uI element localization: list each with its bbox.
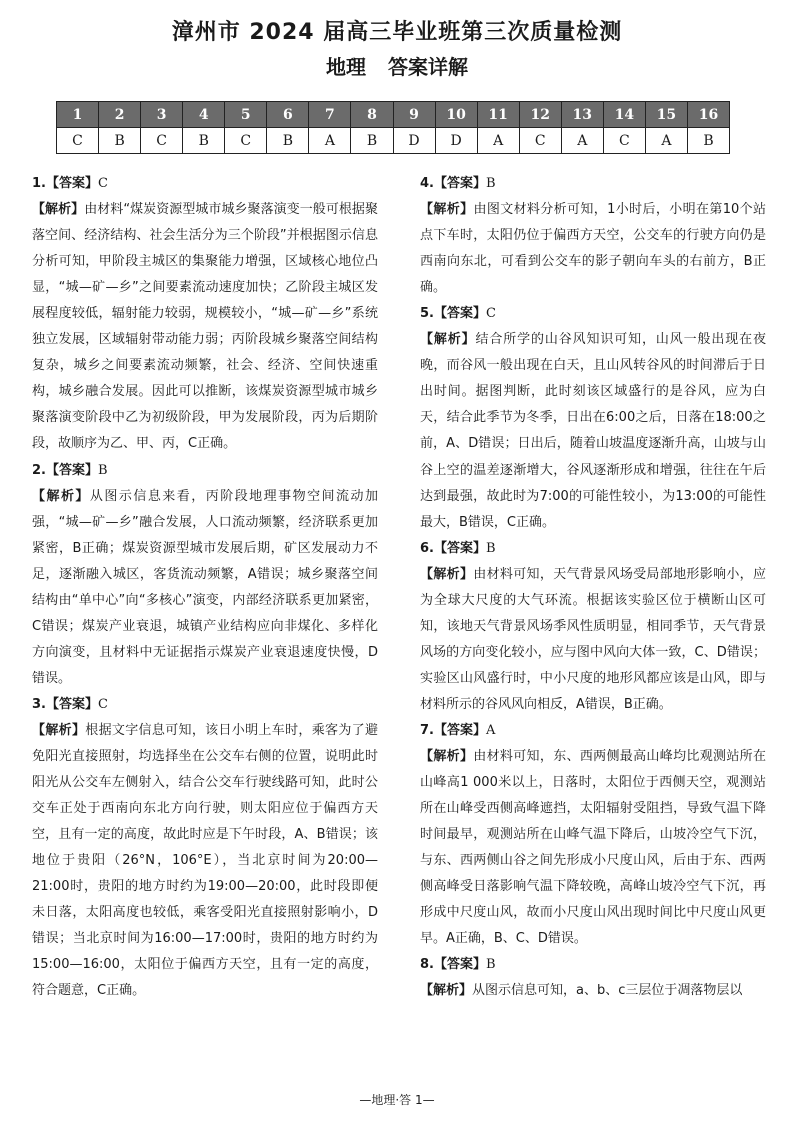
explanation-tag: 【解析】 <box>32 202 85 218</box>
answer-cell: C <box>225 128 267 154</box>
explanation <box>420 978 766 1004</box>
question-number: 3. <box>32 696 46 712</box>
explanation-text: 由图文材料分析可知，1小时后，小明在第10个站点下车时，太阳仍位于偏西方天空，公交车的行驶方向仍是西南向东北，可看到公交车的影子朝向车头的右前方，B正确。 <box>420 202 766 296</box>
subject-label: 地理 <box>326 55 366 79</box>
answer-cell: B <box>99 128 141 154</box>
question-number-cell: 1 <box>57 102 99 128</box>
answer-cell: D <box>435 128 477 154</box>
explanation-text: 结合所学的山谷风知识可知，山风一般出现在夜晚，而谷风一般出现在白天，且山风转谷风的时间滞后于日出时间。据图判断，此时刻该区域盛行的是谷风，应为白天，结合此季节为冬季，日出在6:00之后，日落在18:00之前，A、D错误；日出后，随着山坡温度逐渐升高，山坡与山谷上空的温差逐渐增大，谷风逐渐形成和增强，往往在午后达到最强，故此时为7:00的可能性较小，为13:00的可能性最大，B错误，C正确。 <box>420 332 766 530</box>
question-number: 5. <box>420 306 434 322</box>
answer-tag: 【答案】 <box>433 540 486 556</box>
answer-value: C <box>486 306 496 322</box>
answer-table-number-row <box>57 102 730 128</box>
explanation-tag: 【解析】 <box>420 332 476 348</box>
question-number: 6. <box>420 540 434 556</box>
right-column <box>420 171 766 1005</box>
page-footer: —地理·答 1— <box>359 1093 435 1107</box>
question-answer-line <box>32 171 378 197</box>
question-answer-line <box>420 952 766 978</box>
answer-tag: 【答案】 <box>45 462 98 478</box>
answer-cell: C <box>603 128 645 154</box>
answer-cell: B <box>687 128 729 154</box>
question-number-cell: 11 <box>477 102 519 128</box>
explanation-text: 根据文字信息可知，该日小明上车时，乘客为了避免阳光直接照射，均选择坐在公交车右侧的位置，说明此时阳光从公交车左侧射入，结合公交车行驶线路可知，此时公交车正处于西南向东北方向行驶，则太阳应位于偏西方天空，且有一定的高度，故此时应是下午时段，A、B错误；该地位于贵阳（26°N，106°E），当北京时间为20:00—21:00时，贵阳的地方时约为19:00—20:00，此时段即便未日落，太阳高度也较低，乘客受阳光直接照射影响小，D错误；当北京时间为16:00—17:00时，贵阳的地方时约为15:00—16:00，太阳位于偏西方天空，且有一定的高度，符合题意，C正确。 <box>32 722 378 999</box>
answer-tag: 【答案】 <box>433 176 486 191</box>
answer-value: B <box>98 462 108 478</box>
answer-cell: C <box>57 128 99 154</box>
question-number-cell: 15 <box>645 102 687 128</box>
doc-type-label: 答案详解 <box>388 55 468 79</box>
question-number: 7. <box>420 722 434 738</box>
question-answer-line <box>420 536 766 562</box>
question-answer-line <box>32 692 378 718</box>
explanation-text: 由材料“煤炭资源型城市城乡聚落演变一般可根据聚落空间、经济结构、社会生活分为三个阶段”并根据图示信息分析可知，甲阶段主城区的集聚能力增强，区域核心地位凸显，“城—矿—乡”之间要素流动速度加快；乙阶段主城区发展程度较低，辐射能力较弱，规模较小，“城—矿—乡”系统独立发展，区域辐射带动能力弱；丙阶段城乡聚落空间结构复杂，城乡之间要素流动频繁，社会、经济、空间快速重构，城乡融合发展。因此可以推断，该煤炭资源型城市城乡聚落演变阶段中乙为初级阶段，甲为发展阶段，丙为后期阶段，故顺序为乙、甲、丙，C正确。 <box>32 202 378 452</box>
explanation-tag: 【解析】 <box>420 749 474 765</box>
answer-cell: B <box>267 128 309 154</box>
answer-tag: 【答案】 <box>45 696 98 712</box>
explanation <box>32 197 378 457</box>
answer-table-answer-row <box>57 128 730 154</box>
answer-cell: B <box>183 128 225 154</box>
question-answer-line <box>32 458 378 484</box>
answer-value: B <box>486 176 496 191</box>
question-number-cell: 6 <box>267 102 309 128</box>
question-number-cell: 3 <box>141 102 183 128</box>
answer-value: B <box>486 540 496 556</box>
answer-table <box>56 101 730 154</box>
answer-cell: C <box>141 128 183 154</box>
left-column <box>32 171 378 1005</box>
answer-cell: C <box>519 128 561 154</box>
explanation-tag: 【解析】 <box>420 202 474 218</box>
question-number-cell: 10 <box>435 102 477 128</box>
question-answer-line <box>420 171 766 197</box>
question-number-cell: 13 <box>561 102 603 128</box>
answer-cell: A <box>309 128 351 154</box>
answer-cell: D <box>393 128 435 154</box>
question-number-cell: 2 <box>99 102 141 128</box>
question-number-cell: 8 <box>351 102 393 128</box>
explanation <box>420 744 766 952</box>
answer-cell: A <box>561 128 603 154</box>
answer-value: B <box>486 957 496 973</box>
question-number: 8. <box>420 957 434 973</box>
explanation <box>32 484 378 692</box>
answer-tag: 【答案】 <box>45 176 98 191</box>
explanation <box>420 197 766 301</box>
explanation-tag: 【解析】 <box>420 566 474 582</box>
question-answer-line <box>420 301 766 327</box>
question-number: 4. <box>420 176 434 191</box>
question-number-cell: 9 <box>393 102 435 128</box>
question-answer-line <box>420 718 766 744</box>
explanation-text: 从图示信息来看，丙阶段地理事物空间流动加强，“城—矿—乡”融合发展，人口流动频繁，经济联系更加紧密，B正确；煤炭资源型城市发展后期，矿区发展动力不足，逐渐融入城区，客货流动频繁，A错误；城乡聚落空间结构由“单中心”向“多核心”演变，内部经济联系更加紧密，C错误；煤炭产业衰退，城镇产业结构应向非煤化、多样化方向演变，且材料中无证据指示煤炭产业衰退速度快慢，D错误。 <box>32 488 378 686</box>
answer-tag: 【答案】 <box>433 722 486 738</box>
explanation-text: 由材料可知，东、西两侧最高山峰均比观测站所在山峰高1 000米以上，日落时，太阳位于西侧天空，观测站所在山峰受西侧高峰遮挡，太阳辐射受阻挡，导致气温下降时间最早，观测站所在山峰气温下降后，山坡冷空气下沉，与东、西两侧山谷之间先形成小尺度山风，后由于东、西两侧高峰受日落影响气温下降较晚，高峰山坡冷空气下沉，再形成中尺度山风，故而小尺度山风出现时间比中尺度山风更早。A正确，B、C、D错误。 <box>420 749 766 947</box>
question-number: 1. <box>32 176 46 191</box>
explanation-text: 从图示信息可知，a、b、c三层位于凋落物层以 <box>472 983 743 999</box>
explanation-tag: 【解析】 <box>420 983 473 999</box>
explanation <box>420 562 766 718</box>
question-number-cell: 5 <box>225 102 267 128</box>
answer-value: A <box>486 722 496 738</box>
explanation <box>32 718 378 1005</box>
answer-tag: 【答案】 <box>433 306 486 322</box>
question-number-cell: 4 <box>183 102 225 128</box>
answer-cell: A <box>645 128 687 154</box>
document-subtitle <box>0 52 794 82</box>
question-number-cell: 14 <box>603 102 645 128</box>
answer-value: C <box>98 176 108 191</box>
question-number-cell: 12 <box>519 102 561 128</box>
question-number-cell: 7 <box>309 102 351 128</box>
document-title: 漳州市 2024 届高三毕业班第三次质量检测 <box>171 20 623 45</box>
explanation-text: 由材料可知，天气背景风场受局部地形影响小，应为全球大尺度的大气环流。根据该实验区位于横断山区可知，该地天气背景风场季风性质明显，相同季节，天气背景风场的方向变化较小，应与图中风向大体一致，C、D错误；实验区山风盛行时，中小尺度的地形风都应该是山风，即与材料所示的谷风风向相反，A错误，B正确。 <box>420 566 766 712</box>
answer-value: C <box>98 696 108 712</box>
answer-tag: 【答案】 <box>433 957 486 973</box>
explanation-tag: 【解析】 <box>32 722 86 738</box>
explanation-tag: 【解析】 <box>32 488 90 504</box>
answer-cell: A <box>477 128 519 154</box>
answer-cell: B <box>351 128 393 154</box>
question-number: 2. <box>32 462 46 478</box>
explanation <box>420 327 766 535</box>
question-number-cell: 16 <box>687 102 729 128</box>
